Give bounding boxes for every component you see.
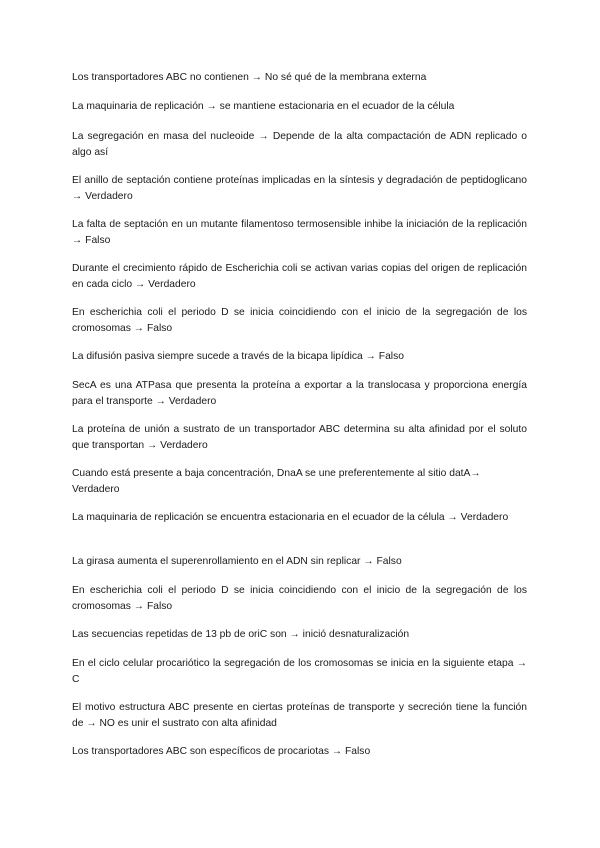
statement-10: La proteína de unión a sustrato de un transportador ABC determina su alta afinidad por el soluto que transportan → Verdadero <box>72 424 527 451</box>
statement-15: Las secuencias repetidas de 13 pb de oriC son → inició desnaturalización <box>72 629 410 640</box>
statement-4: El anillo de septación contiene proteínas implicadas en la síntesis y degradación de peptidoglicano → Verdadero <box>72 175 527 202</box>
statement-1: Los transportadores ABC no contienen → No sé qué de la membrana externa <box>72 72 427 83</box>
statement-14: En escherichia coli el periodo D se inicia coincidiendo con el inicio de la segregación de los cromosomas → Falso <box>72 585 527 612</box>
statement-8: La difusión pasiva siempre sucede a través de la bicapa lipídica → Falso <box>72 351 404 362</box>
statement-3: La segregación en masa del nucleoide → Depende de la alta compactación de ADN replicado o algo así <box>72 131 527 158</box>
statement-2: La maquinaria de replicación → se mantiene estacionaria en el ecuador de la célula <box>72 101 455 112</box>
statement-18: Los transportadores ABC son específicos de procariotas → Falso <box>72 746 371 757</box>
statement-5: La falta de septación en un mutante filamentoso termosensible inhibe la iniciación de la replicación → Falso <box>72 219 527 246</box>
statement-16: En el ciclo celular procariótico la segregación de los cromosomas se inicia en la siguiente etapa → C <box>72 658 527 685</box>
statement-11: Cuando está presente a baja concentración, DnaA se une preferentemente al sitio datA→ Verdadero <box>72 468 481 495</box>
statement-13: La girasa aumenta el superenrollamiento en el ADN sin replicar → Falso <box>72 556 402 567</box>
statement-6: Durante el crecimiento rápido de Escherichia coli se activan varias copias del origen de replicación en cada ciclo → Verdadero <box>72 263 527 290</box>
statement-7: En escherichia coli el periodo D se inicia coincidiendo con el inicio de la segregación de los cromosomas → Falso <box>72 307 527 334</box>
statement-17: El motivo estructura ABC presente en ciertas proteínas de transporte y secreción tiene la función de → NO es unir el sustrato con alta afinidad <box>72 702 527 729</box>
statement-12: La maquinaria de replicación se encuentra estacionaria en el ecuador de la célula → Verdadero <box>72 512 509 523</box>
statement-9: SecA es una ATPasa que presenta la proteína a exportar a la translocasa y proporciona energía para el transporte → Verdadero <box>72 380 527 407</box>
